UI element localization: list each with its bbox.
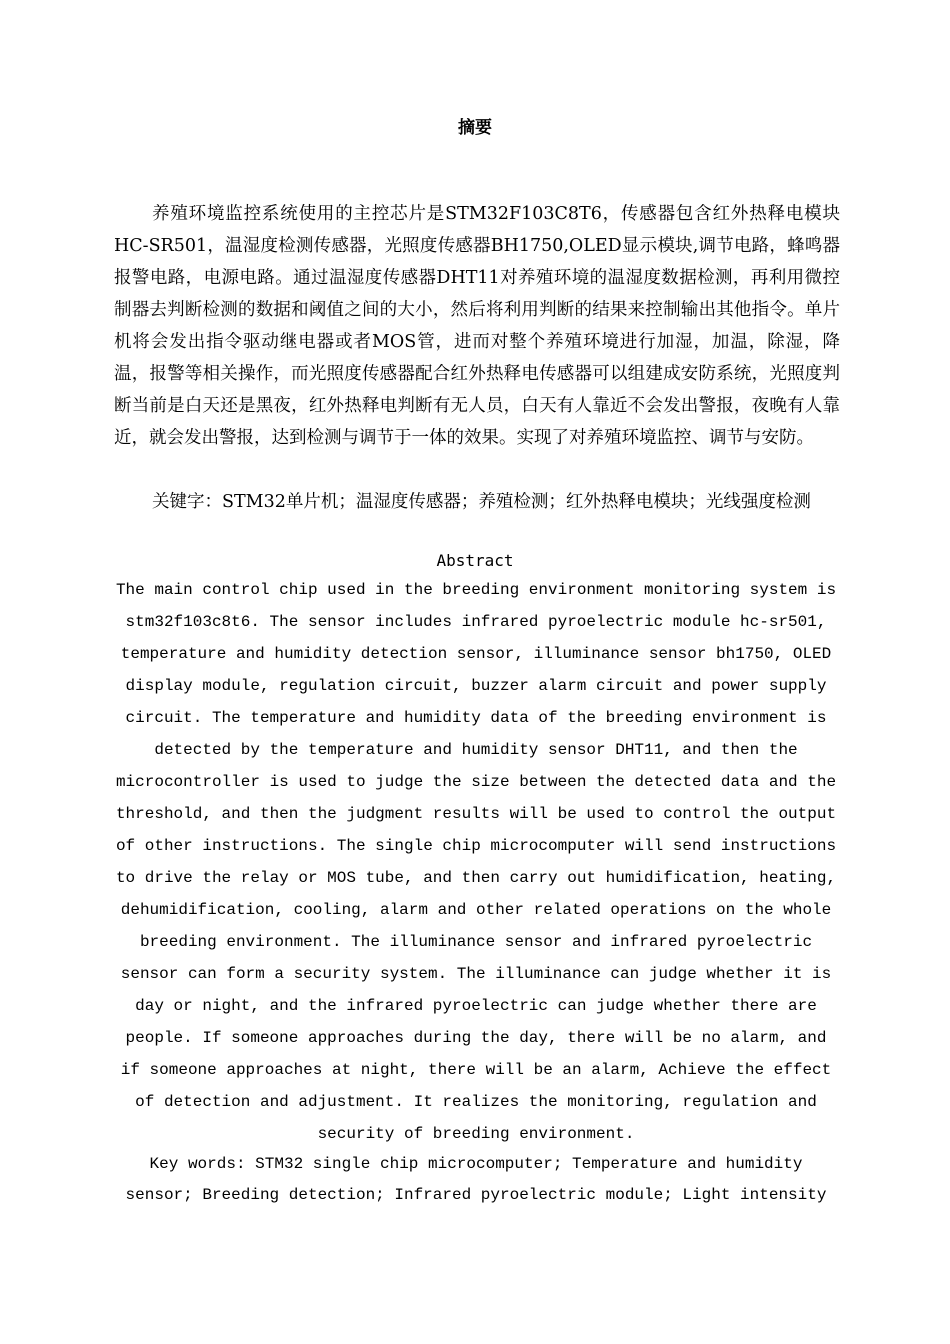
english-keywords: Key words: STM32 single chip microcomputer; Temperature and humidity sensor; Breeding detection; Infrared pyroelectric module; Light intensity [125,1155,827,1204]
english-abstract-title: Abstract [436,551,514,570]
chinese-keywords: 关键字：STM32单片机；温湿度传感器；养殖检测；红外热释电模块；光线强度检测 [152,492,811,512]
english-abstract-body: The main control chip used in the breeding environment monitoring system is stm32f103c8t6. The sensor includes infrared pyroelectric module hc-sr501, temperature and humidity detection sensor, illuminance sensor bh1750, OLED display module, regulation circuit, buzzer alarm circuit and power supply circuit. The temperature and humidity data of the breeding environment is detected by the temperature and humidity sensor DHT11, and then the microcontroller is used to judge the size between the detected data and the threshold, and then the judgment results will be used to control the output of other instructions. The single chip microcomputer will send instructions to drive the relay or MOS tube, and then carry out humidification, heating, dehumidification, cooling, alarm and other related operations on the whole breeding environment. The illuminance sensor and infrared pyroelectric sensor can form a security system. The illuminance can judge whether it is day or night, and the infrared pyroelectric can judge whether there are people. If someone approaches during the day, there will be no alarm, and if someone approaches at night, there will be an alarm, Achieve the effect of detection and adjustment. It realizes the monitoring, regulation and security of breeding environment. [115,581,837,1143]
chinese-abstract-title: 摘要 [458,118,492,138]
chinese-abstract-body: 养殖环境监控系统使用的主控芯片是STM32F103C8T6，传感器包含红外热释电模块HC-SR501，温湿度检测传感器，光照度传感器BH1750,OLED显示模块,调节电路，蜂鸣器报警电路，电源电路。通过温湿度传感器DHT11对养殖环境的温湿度数据检测，再利用微控制器去判断检测的数据和阈值之间的大小，然后将利用判断的结果来控制输出其他指令。单片机将会发出指令驱动继电器或者MOS管，进而对整个养殖环境进行加湿，加温，除湿，降温，报警等相关操作，而光照度传感器配合红外热释电传感器可以组建成安防系统，光照度判断当前是白天还是黑夜，红外热释电判断有无人员，白天有人靠近不会发出警报，夜晚有人靠近，就会发出警报，达到检测与调节于一体的效果。实现了对养殖环境监控、调节与安防。 [114,204,840,448]
